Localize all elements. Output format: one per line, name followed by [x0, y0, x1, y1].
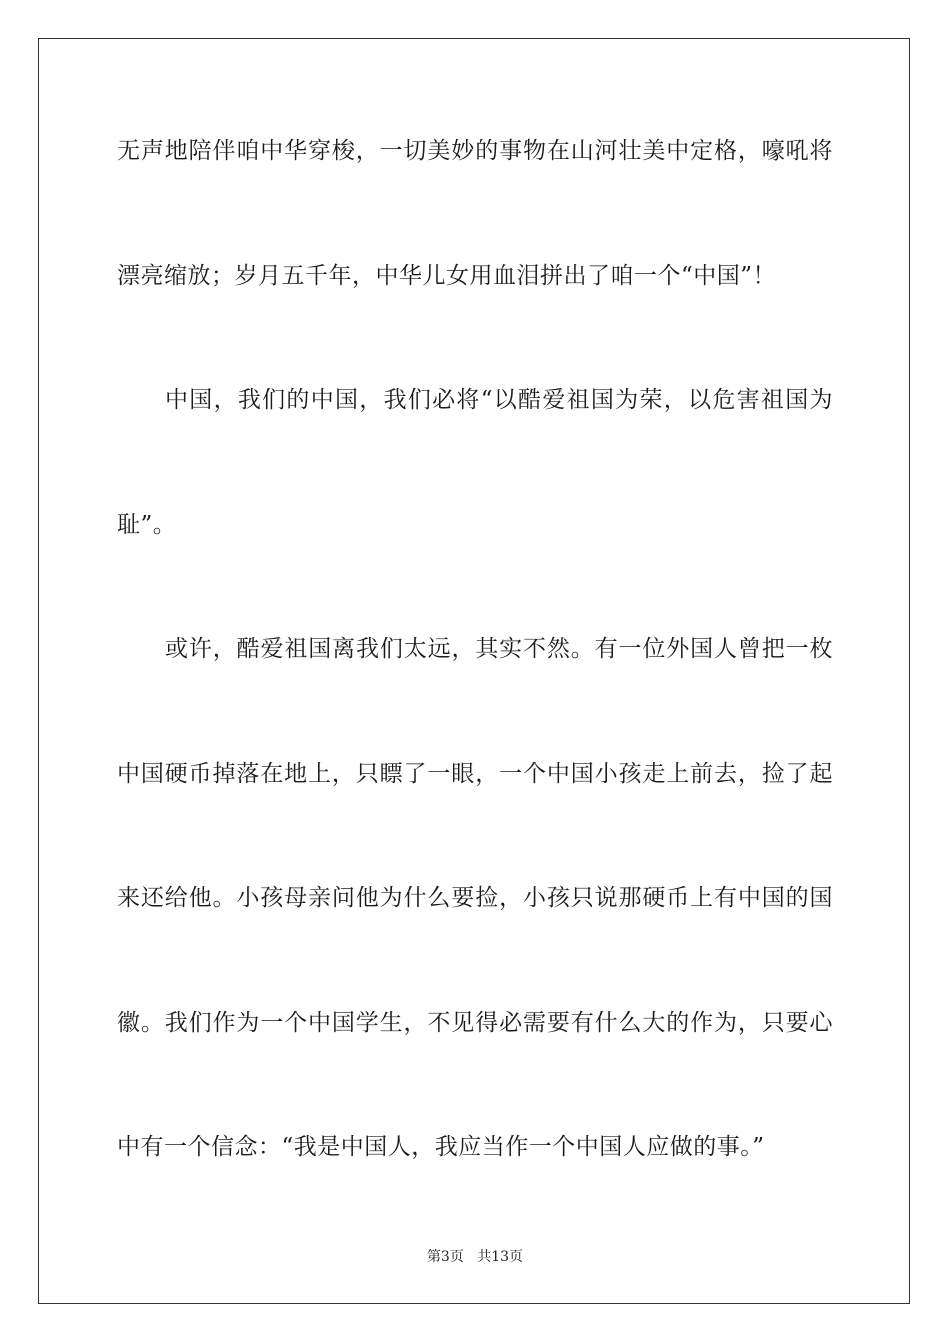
page-number: 第3页: [426, 1249, 464, 1265]
page-total: 共13页: [477, 1249, 524, 1265]
text-line-paragraph-start: 中国，我们的中国，我们必将“以酷爱祖国为荣，以危害祖国为: [165, 387, 833, 413]
text-line: 漂亮缩放；岁月五千年，中华儿女用血泪拼出了咱一个“中国”！: [117, 263, 777, 289]
text-line: 徽。我们作为一个中国学生，不见得必需要有什么大的作为，只要心: [117, 1010, 833, 1036]
text-line: 来还给他。小孩母亲问他为什么要捡，小孩只说那硬币上有中国的国: [117, 885, 833, 911]
page-border: [38, 38, 910, 1304]
text-line: 无声地陪伴咱中华穿梭，一切美妙的事物在山河壮美中定格，嚎吼将: [117, 138, 833, 164]
text-line: 中国硬币掉落在地上，只瞟了一眼，一个中国小孩走上前去，捡了起: [117, 761, 833, 787]
text-line-paragraph-start: 或许，酷爱祖国离我们太远，其实不然。有一位外国人曾把一枚: [165, 636, 833, 662]
page-footer: [0, 1248, 950, 1266]
text-line: 耻”。: [117, 512, 177, 538]
text-line: 中有一个信念：“我是中国人，我应当作一个中国人应做的事。”: [117, 1134, 765, 1160]
